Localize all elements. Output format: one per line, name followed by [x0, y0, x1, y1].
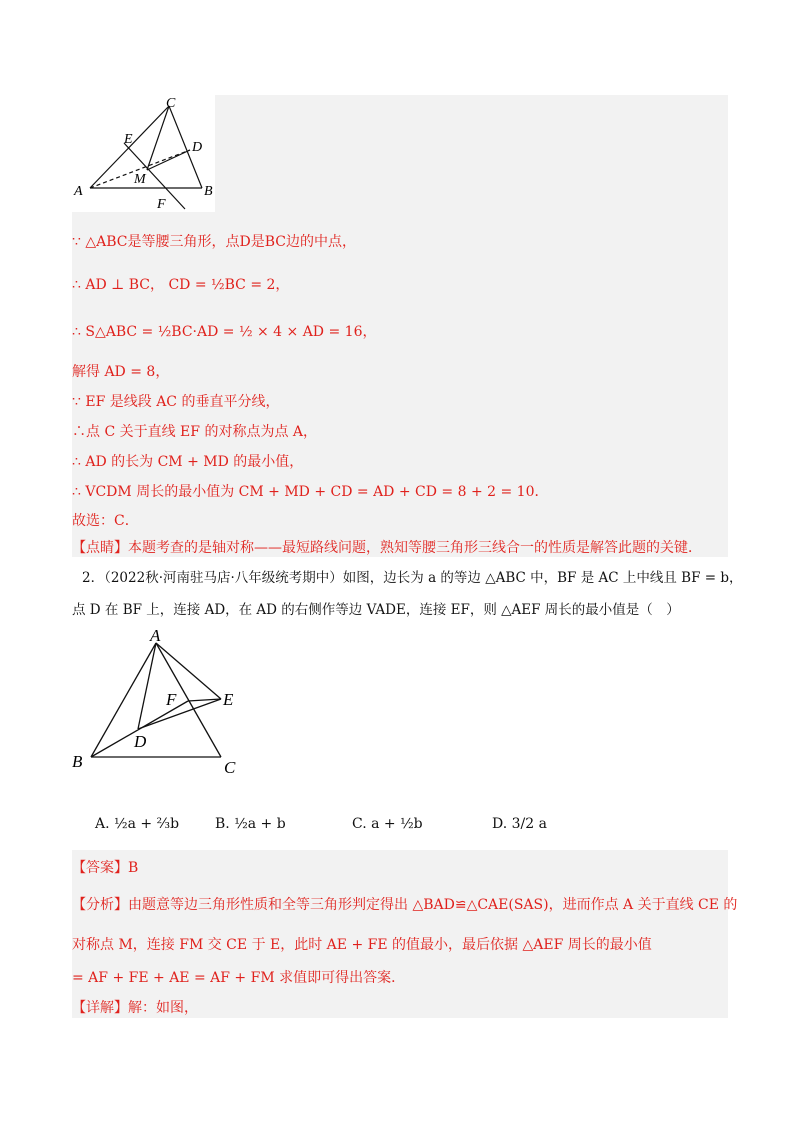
detail-tag: 【详解】	[72, 1000, 128, 1016]
question-2-line-2: 点 D 在 BF 上，连接 AD，在 AD 的右侧作等边 VADE，连接 EF，则 △AEF 周长的最小值是（ ）	[72, 602, 680, 618]
solution-line-1: ∵ △ABC是等腰三角形，点D是BC边的中点，	[72, 234, 356, 250]
fig2-label-d: D	[134, 732, 147, 751]
comment-text: 本题考查的是轴对称——最短路线问题，熟知等腰三角形三线合一的性质是解答此题的关键．	[128, 540, 702, 556]
solution-line-6: ∴点 C 关于直线 EF 的对称点为点 A，	[72, 424, 318, 440]
option-d[interactable]: D. 3/2 a	[492, 816, 547, 832]
solution-background	[215, 95, 728, 212]
figure-triangle-abc-2	[68, 625, 248, 775]
detail-text: 解：如图，	[128, 1000, 198, 1016]
fig2-label-b: B	[72, 752, 83, 771]
question-2-line-1: 2．（2022秋·河南驻马店·八年级统考期中）如图，边长为 a 的等边 △ABC 中，BF 是 AC 上中线且 BF = b，	[82, 570, 743, 586]
answer-value: B	[128, 860, 139, 876]
analysis-line-1	[72, 895, 737, 915]
comment-tag: 【点睛】	[72, 540, 128, 556]
fig2-label-f: F	[166, 690, 177, 709]
comment-line	[72, 538, 702, 558]
fig1-label-f: F	[157, 197, 166, 212]
fig1-label-b: B	[204, 184, 213, 199]
option-b[interactable]: B. ½a + b	[215, 816, 286, 832]
analysis-line-3: = AF + FE + AE = AF + FM 求值即可得出答案．	[72, 970, 406, 986]
analysis-text-1: 由题意等边三角形性质和全等三角形判定得出 △BAD≌△CAE(SAS)，进而作点 A 关于直线 CE 的	[128, 897, 738, 913]
analysis-line-2: 对称点 M，连接 FM 交 CE 于 E，此时 AE + FE 的值最小，最后依据 △AEF 周长的最小值	[72, 937, 652, 953]
option-a[interactable]: A. ½a + ⅔b	[95, 816, 180, 832]
solution-line-5: ∵ EF 是线段 AC 的垂直平分线，	[72, 394, 280, 410]
solution-line-2: ∴ AD ⊥ BC， CD = ½BC = 2，	[72, 277, 290, 293]
answer-tag: 【答案】	[72, 860, 128, 876]
fig1-label-c: C	[166, 96, 176, 111]
answer-line	[72, 858, 138, 878]
solution-line-7: ∴ AD 的长为 CM + MD 的最小值，	[72, 454, 304, 470]
fig2-label-c: C	[224, 758, 236, 775]
figure-triangle-abc-1	[72, 95, 222, 213]
fig2-label-a: A	[150, 626, 161, 645]
analysis-tag: 【分析】	[72, 897, 128, 913]
fig1-label-d: D	[192, 140, 203, 155]
fig1-label-e: E	[124, 132, 133, 147]
solution-line-8: ∴ VCDM 周长的最小值为 CM + MD + CD = AD + CD = 8 + 2 = 10．	[72, 484, 549, 500]
solution-line-4: 解得 AD = 8，	[72, 364, 170, 380]
solution-line-9: 故选：C．	[72, 513, 139, 529]
answer-background	[72, 850, 728, 1018]
solution-line-3: ∴ S△ABC = ½BC·AD = ½ × 4 × AD = 16，	[72, 324, 377, 340]
solution-background-lower	[72, 212, 728, 557]
detail-line	[72, 998, 198, 1018]
fig2-label-e: E	[223, 690, 234, 709]
option-c[interactable]: C. a + ½b	[352, 816, 423, 832]
fig1-label-m: M	[134, 172, 146, 187]
fig1-label-a: A	[74, 184, 83, 199]
